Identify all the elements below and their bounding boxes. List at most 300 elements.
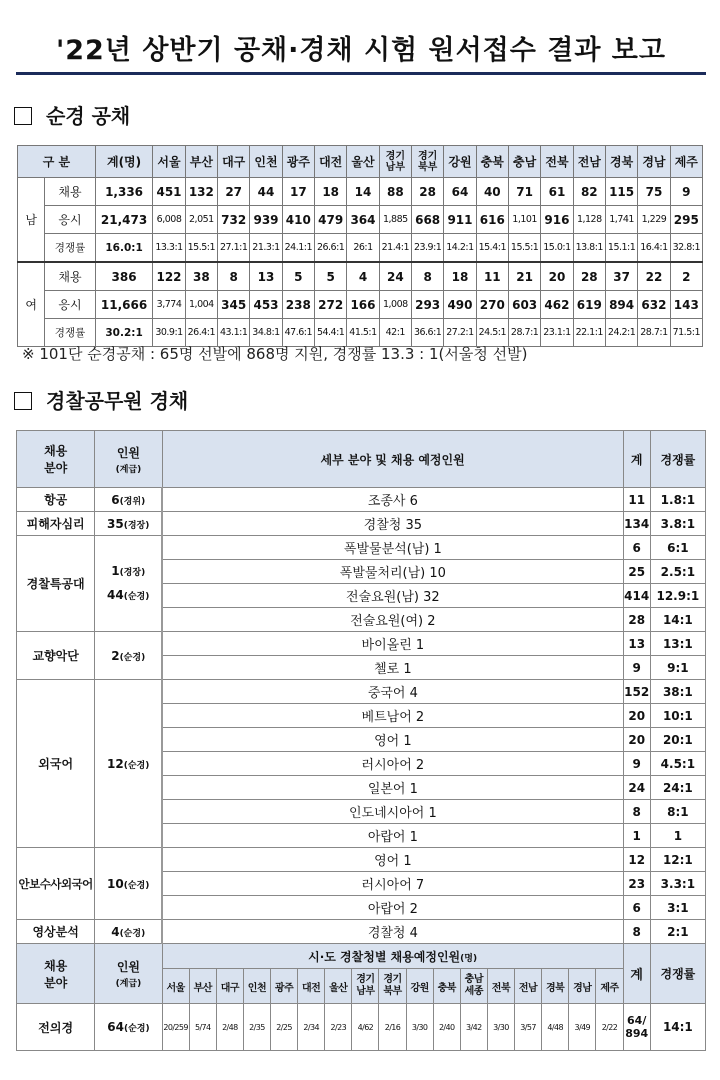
- detail-cell: 영어 1: [162, 728, 623, 752]
- table-cell: 2: [670, 262, 702, 291]
- people-count: 64(순경): [107, 1020, 150, 1034]
- header-region-2: 제주: [596, 969, 623, 1004]
- header-region-2: 울산: [325, 969, 352, 1004]
- header-region: 서울: [153, 146, 185, 178]
- field-name: 경찰특공대: [17, 536, 95, 632]
- table-cell: 3,774: [153, 291, 185, 319]
- table-cell: 293: [411, 291, 443, 319]
- table-cell: 36.6:1: [411, 319, 443, 347]
- header-sum: 계: [623, 431, 650, 488]
- ratio-cell: 8:1: [650, 800, 705, 824]
- table-row: [18, 262, 703, 291]
- table-row: [18, 178, 703, 206]
- table-cell: 15.5:1: [508, 234, 540, 263]
- field-name: 전의경: [17, 1004, 95, 1051]
- table-cell: 1,008: [379, 291, 411, 319]
- header-region-2: 전남: [515, 969, 542, 1004]
- table-cell: 1,741: [605, 206, 637, 234]
- table-cell: 26.6:1: [315, 234, 347, 263]
- section-2-heading: [14, 385, 188, 414]
- detail-cell: 폭발물처리(남) 10: [162, 560, 623, 584]
- detail-cell: 러시아어 2: [162, 752, 623, 776]
- count-cell: 8: [623, 800, 650, 824]
- table-cell: 15.5:1: [185, 234, 217, 263]
- table-cell: 462: [541, 291, 573, 319]
- table-cell: 345: [218, 291, 250, 319]
- table-cell: 40: [476, 178, 508, 206]
- people-count: 4(순경): [111, 924, 146, 939]
- table-cell: 32.8:1: [670, 234, 702, 263]
- rank-label: (경장): [123, 520, 150, 531]
- header-region-2: 부산: [189, 969, 216, 1004]
- header-region: 부산: [185, 146, 217, 178]
- header-region: 충북: [476, 146, 508, 178]
- rank-label: (경장): [119, 567, 146, 578]
- table-cell: 1,004: [185, 291, 217, 319]
- table-cell: 3/57: [515, 1004, 542, 1051]
- table-cell: 24.2:1: [605, 319, 637, 347]
- count-cell: 25: [623, 560, 650, 584]
- count-cell: 152: [623, 680, 650, 704]
- people-cell: [95, 1004, 162, 1051]
- table-cell: 88: [379, 178, 411, 206]
- header-region-2: 대전: [298, 969, 325, 1004]
- field-name: 항공: [17, 488, 95, 512]
- table-cell: 15.0:1: [541, 234, 573, 263]
- table-cell: 24.1:1: [282, 234, 314, 263]
- table-cell: 122: [153, 262, 185, 291]
- table-cell: 616: [476, 206, 508, 234]
- table-cell: 64: [444, 178, 476, 206]
- table-cell: 75: [638, 178, 670, 206]
- detail-cell: 폭발물분석(남) 1: [162, 536, 623, 560]
- table-row: [17, 1004, 706, 1051]
- table-cell: 4: [347, 262, 379, 291]
- people-count: 1(경장): [111, 563, 146, 578]
- ratio-cell: 24:1: [650, 776, 705, 800]
- header-region-2: 전북: [487, 969, 514, 1004]
- table-cell: 21.3:1: [250, 234, 282, 263]
- ratio-cell: 4.5:1: [650, 752, 705, 776]
- count-cell: 9: [623, 752, 650, 776]
- ratio-cell: 12.9:1: [650, 584, 705, 608]
- table-cell: 3/42: [460, 1004, 487, 1051]
- table-cell: 2/25: [271, 1004, 298, 1051]
- table-cell: 13.3:1: [153, 234, 185, 263]
- header-region-2: 대구: [216, 969, 243, 1004]
- gender-label: 여: [18, 262, 45, 347]
- table-cell: 364: [347, 206, 379, 234]
- header-region: 강원: [444, 146, 476, 178]
- table-cell: 20/259: [162, 1004, 189, 1051]
- header-field-2: 채용 분야: [17, 944, 95, 1004]
- detail-cell: 중국어 4: [162, 680, 623, 704]
- ratio-cell: 20:1: [650, 728, 705, 752]
- table-cell: 34.8:1: [250, 319, 282, 347]
- table-cell: 732: [218, 206, 250, 234]
- header-region: 대구: [218, 146, 250, 178]
- table-cell: 24: [379, 262, 411, 291]
- table-row: [17, 944, 706, 969]
- table-cell: 22: [638, 262, 670, 291]
- people-count: 6(경위): [111, 492, 146, 507]
- table-cell: 5: [282, 262, 314, 291]
- header-region: 광주: [282, 146, 314, 178]
- row-total: 21,473: [95, 206, 153, 234]
- table-cell: 37: [605, 262, 637, 291]
- table-cell: 18: [315, 178, 347, 206]
- people-cell: [95, 680, 162, 848]
- count-cell: 20: [623, 728, 650, 752]
- people-count: 44(순경): [107, 587, 150, 602]
- header-region-2: 강원: [406, 969, 433, 1004]
- table-cell: 2/35: [243, 1004, 270, 1051]
- table-cell: 82: [573, 178, 605, 206]
- header-region-2: 인천: [243, 969, 270, 1004]
- field-name: 영상분석: [17, 920, 95, 944]
- table-cell: 2/22: [596, 1004, 623, 1051]
- rank-label: (순경): [123, 591, 150, 602]
- section-1-title: 순경 공채: [46, 104, 131, 128]
- table-cell: 30.9:1: [153, 319, 185, 347]
- table-cell: 26.4:1: [185, 319, 217, 347]
- people-count: 2(순경): [111, 648, 146, 663]
- header-region: 경북: [605, 146, 637, 178]
- table-cell: 479: [315, 206, 347, 234]
- open-recruitment-table: [17, 145, 703, 347]
- table-cell: 8: [218, 262, 250, 291]
- count-cell: 24: [623, 776, 650, 800]
- table-cell: 18: [444, 262, 476, 291]
- count-cell: 11: [623, 488, 650, 512]
- table-row: [18, 291, 703, 319]
- rank-label: (경위): [119, 496, 146, 507]
- table-cell: 1,128: [573, 206, 605, 234]
- field-name: 외국어: [17, 680, 95, 848]
- table-cell: 272: [315, 291, 347, 319]
- header-region: 경남: [638, 146, 670, 178]
- page-title: '22년 상반기 공채·경채 시험 원서접수 결과 보고: [56, 35, 666, 66]
- rank-label: (순경): [123, 880, 150, 891]
- header-field: 채용 분야: [17, 431, 95, 488]
- table-cell: 166: [347, 291, 379, 319]
- ratio-cell: 10:1: [650, 704, 705, 728]
- table-cell: 1,885: [379, 206, 411, 234]
- ratio-cell: 1.8:1: [650, 488, 705, 512]
- count-cell: 6: [623, 896, 650, 920]
- career-recruitment-table: [16, 430, 706, 1051]
- note-text: ※ 101단 순경공채 : 65명 선발에 868명 지원, 경쟁률 13.3 : 1(서울청 선발): [22, 345, 528, 363]
- header-region-2: 충남 세종: [460, 969, 487, 1004]
- header-region: 울산: [347, 146, 379, 178]
- gender-label: 남: [18, 178, 45, 263]
- ratio-cell: 14:1: [650, 1004, 705, 1051]
- header-region: 인천: [250, 146, 282, 178]
- table-cell: 668: [411, 206, 443, 234]
- detail-cell: 영어 1: [162, 848, 623, 872]
- table-cell: 16.4:1: [638, 234, 670, 263]
- table-cell: 27.2:1: [444, 319, 476, 347]
- checkbox-icon: [14, 107, 32, 125]
- ratio-cell: 2:1: [650, 920, 705, 944]
- header-region-2: 광주: [271, 969, 298, 1004]
- people-count: 10(순경): [107, 876, 150, 891]
- count-cell: 28: [623, 608, 650, 632]
- table-cell: 9: [670, 178, 702, 206]
- people-cell: [95, 632, 162, 680]
- row-total: 386: [95, 262, 153, 291]
- header-region-2: 경기 남부: [352, 969, 379, 1004]
- table-cell: 6,008: [153, 206, 185, 234]
- count-cell: 134: [623, 512, 650, 536]
- table-cell: 14.2:1: [444, 234, 476, 263]
- ratio-cell: 3:1: [650, 896, 705, 920]
- row-total: 16.0:1: [95, 234, 153, 263]
- count-cell: 9: [623, 656, 650, 680]
- count-cell: 20: [623, 704, 650, 728]
- ratio-cell: 2.5:1: [650, 560, 705, 584]
- count-cell: 6: [623, 536, 650, 560]
- table-cell: 11: [476, 262, 508, 291]
- detail-cell: 아랍어 1: [162, 824, 623, 848]
- section-2-title: 경찰공무원 경채: [46, 389, 189, 413]
- table-cell: 22.1:1: [573, 319, 605, 347]
- section-1-heading: [14, 100, 130, 129]
- ratio-cell: 38:1: [650, 680, 705, 704]
- table-cell: 4/48: [542, 1004, 569, 1051]
- row-label: 응시: [45, 291, 96, 319]
- table-cell: 27: [218, 178, 250, 206]
- table-cell: 603: [508, 291, 540, 319]
- table-cell: 894: [605, 291, 637, 319]
- table-cell: 26:1: [347, 234, 379, 263]
- table-row: [17, 680, 706, 704]
- row-label: 응시: [45, 206, 96, 234]
- table-row: [18, 206, 703, 234]
- table-cell: 911: [444, 206, 476, 234]
- header-sum-2: 계: [623, 944, 650, 1004]
- header-detail-2: 시·도 경찰청별 채용예정인원(명): [162, 944, 623, 969]
- table-cell: 71.5:1: [670, 319, 702, 347]
- table-cell: 54.4:1: [315, 319, 347, 347]
- count-cell: 23: [623, 872, 650, 896]
- table-cell: 2/48: [216, 1004, 243, 1051]
- ratio-cell: 14:1: [650, 608, 705, 632]
- table-cell: 410: [282, 206, 314, 234]
- people-cell: [95, 512, 162, 536]
- table-cell: 20: [541, 262, 573, 291]
- table-row: [17, 512, 706, 536]
- ratio-cell: 6:1: [650, 536, 705, 560]
- table-cell: 632: [638, 291, 670, 319]
- table-cell: 1,101: [508, 206, 540, 234]
- detail-cell: 전술요원(남) 32: [162, 584, 623, 608]
- detail-cell: 전술요원(여) 2: [162, 608, 623, 632]
- table-row: [17, 488, 706, 512]
- detail-cell: 베트남어 2: [162, 704, 623, 728]
- table-cell: 28: [411, 178, 443, 206]
- table-header-row: [18, 146, 703, 178]
- table-cell: 453: [250, 291, 282, 319]
- rank-label: (순경): [119, 928, 146, 939]
- header-region: 경기 남부: [379, 146, 411, 178]
- table-row: [18, 234, 703, 263]
- table-cell: 451: [153, 178, 185, 206]
- header-region: 충남: [508, 146, 540, 178]
- count-cell: 8: [623, 920, 650, 944]
- table-row: [17, 848, 706, 872]
- people-cell: [95, 536, 162, 632]
- header-region: 대전: [315, 146, 347, 178]
- detail-cell: 첼로 1: [162, 656, 623, 680]
- table-cell: 2/40: [433, 1004, 460, 1051]
- header-region-2: 경기 북부: [379, 969, 406, 1004]
- header-region: 전남: [573, 146, 605, 178]
- table-cell: 939: [250, 206, 282, 234]
- table-row: [17, 632, 706, 656]
- count-cell: 13: [623, 632, 650, 656]
- table-cell: 23.9:1: [411, 234, 443, 263]
- header-region-2: 경북: [542, 969, 569, 1004]
- header-people-2: 인원 (계급): [95, 944, 162, 1004]
- ratio-cell: 3.8:1: [650, 512, 705, 536]
- table-cell: 17: [282, 178, 314, 206]
- ratio-cell: 1: [650, 824, 705, 848]
- field-name: 교향악단: [17, 632, 95, 680]
- header-region-2: 서울: [162, 969, 189, 1004]
- detail-cell: 인도네시아어 1: [162, 800, 623, 824]
- header-rank-2: (계급): [115, 979, 142, 989]
- ratio-cell: 12:1: [650, 848, 705, 872]
- ratio-cell: 9:1: [650, 656, 705, 680]
- header-ratio-2: 경쟁률: [650, 944, 705, 1004]
- table-cell: 238: [282, 291, 314, 319]
- people-cell: [95, 848, 162, 920]
- table-cell: 3/30: [406, 1004, 433, 1051]
- header-detail: 세부 분야 및 채용 예정인원: [162, 431, 623, 488]
- header-region: 경기 북부: [411, 146, 443, 178]
- table-cell: 270: [476, 291, 508, 319]
- ratio-cell: 13:1: [650, 632, 705, 656]
- header-region: 제주: [670, 146, 702, 178]
- table-cell: 13.8:1: [573, 234, 605, 263]
- table-cell: 2/23: [325, 1004, 352, 1051]
- checkbox-icon: [14, 392, 32, 410]
- table-cell: 2/16: [379, 1004, 406, 1051]
- table-cell: 3/49: [569, 1004, 596, 1051]
- row-label: 경쟁률: [45, 234, 96, 263]
- field-name: 안보수사외국어: [17, 848, 95, 920]
- row-total: 11,666: [95, 291, 153, 319]
- table-cell: 24.5:1: [476, 319, 508, 347]
- table-cell: 71: [508, 178, 540, 206]
- table-cell: 5/74: [189, 1004, 216, 1051]
- table-cell: 3/30: [487, 1004, 514, 1051]
- ratio-cell: 3.3:1: [650, 872, 705, 896]
- table-cell: 28.7:1: [638, 319, 670, 347]
- table-row: [17, 920, 706, 944]
- rank-label: (순경): [119, 652, 146, 663]
- detail-cell: 조종사 6: [162, 488, 623, 512]
- table-cell: 21.4:1: [379, 234, 411, 263]
- table-cell: 115: [605, 178, 637, 206]
- table-cell: 15.4:1: [476, 234, 508, 263]
- people-count: 12(순경): [107, 756, 150, 771]
- table-cell: 44: [250, 178, 282, 206]
- people-cell: [95, 920, 162, 944]
- table-cell: 4/62: [352, 1004, 379, 1051]
- row-label: 채용: [45, 178, 96, 206]
- row-label: 경쟁률: [45, 319, 96, 347]
- row-total: 30.2:1: [95, 319, 153, 347]
- detail-cell: 경찰청 4: [162, 920, 623, 944]
- table-cell: 5: [315, 262, 347, 291]
- rank-label: (순경): [123, 1024, 150, 1034]
- rank-label: (순경): [123, 760, 150, 771]
- table-cell: 28.7:1: [508, 319, 540, 347]
- table-row: [17, 431, 706, 488]
- header-total: 계(명): [95, 146, 153, 178]
- table-row: [17, 536, 706, 560]
- table-cell: 14: [347, 178, 379, 206]
- detail-cell: 러시아어 7: [162, 872, 623, 896]
- header-rank: (계급): [115, 464, 142, 475]
- header-people: 인원 (계급): [95, 431, 162, 488]
- row-total: 1,336: [95, 178, 153, 206]
- count-cell: 12: [623, 848, 650, 872]
- table-cell: 15.1:1: [605, 234, 637, 263]
- table-cell: 38: [185, 262, 217, 291]
- table-cell: 490: [444, 291, 476, 319]
- header-division: 구 분: [18, 146, 96, 178]
- detail-cell: 바이올린 1: [162, 632, 623, 656]
- table-cell: 132: [185, 178, 217, 206]
- table-cell: 47.6:1: [282, 319, 314, 347]
- table-cell: 23.1:1: [541, 319, 573, 347]
- table-cell: 916: [541, 206, 573, 234]
- detail-cell: 경찰청 35: [162, 512, 623, 536]
- table-cell: 295: [670, 206, 702, 234]
- field-name: 피해자심리: [17, 512, 95, 536]
- count-cell: 1: [623, 824, 650, 848]
- table-cell: 21: [508, 262, 540, 291]
- detail-cell: 일본어 1: [162, 776, 623, 800]
- header-unit: (명): [460, 953, 478, 964]
- table-cell: 41.5:1: [347, 319, 379, 347]
- table-cell: 27.1:1: [218, 234, 250, 263]
- table-cell: 28: [573, 262, 605, 291]
- table-cell: 61: [541, 178, 573, 206]
- table-cell: 1,229: [638, 206, 670, 234]
- people-count: 35(경장): [107, 516, 150, 531]
- header-region: 전북: [541, 146, 573, 178]
- row-label: 채용: [45, 262, 96, 291]
- count-cell: 64/ 894: [623, 1004, 650, 1051]
- detail-cell: 아랍어 2: [162, 896, 623, 920]
- table-cell: 143: [670, 291, 702, 319]
- table-cell: 2,051: [185, 206, 217, 234]
- table-cell: 2/34: [298, 1004, 325, 1051]
- table-cell: 8: [411, 262, 443, 291]
- count-cell: 414: [623, 584, 650, 608]
- title-underline: [16, 72, 706, 75]
- table-cell: 619: [573, 291, 605, 319]
- header-region-2: 경남: [569, 969, 596, 1004]
- header-ratio: 경쟁률: [650, 431, 705, 488]
- people-cell: [95, 488, 162, 512]
- table-cell: 42:1: [379, 319, 411, 347]
- table-cell: 43.1:1: [218, 319, 250, 347]
